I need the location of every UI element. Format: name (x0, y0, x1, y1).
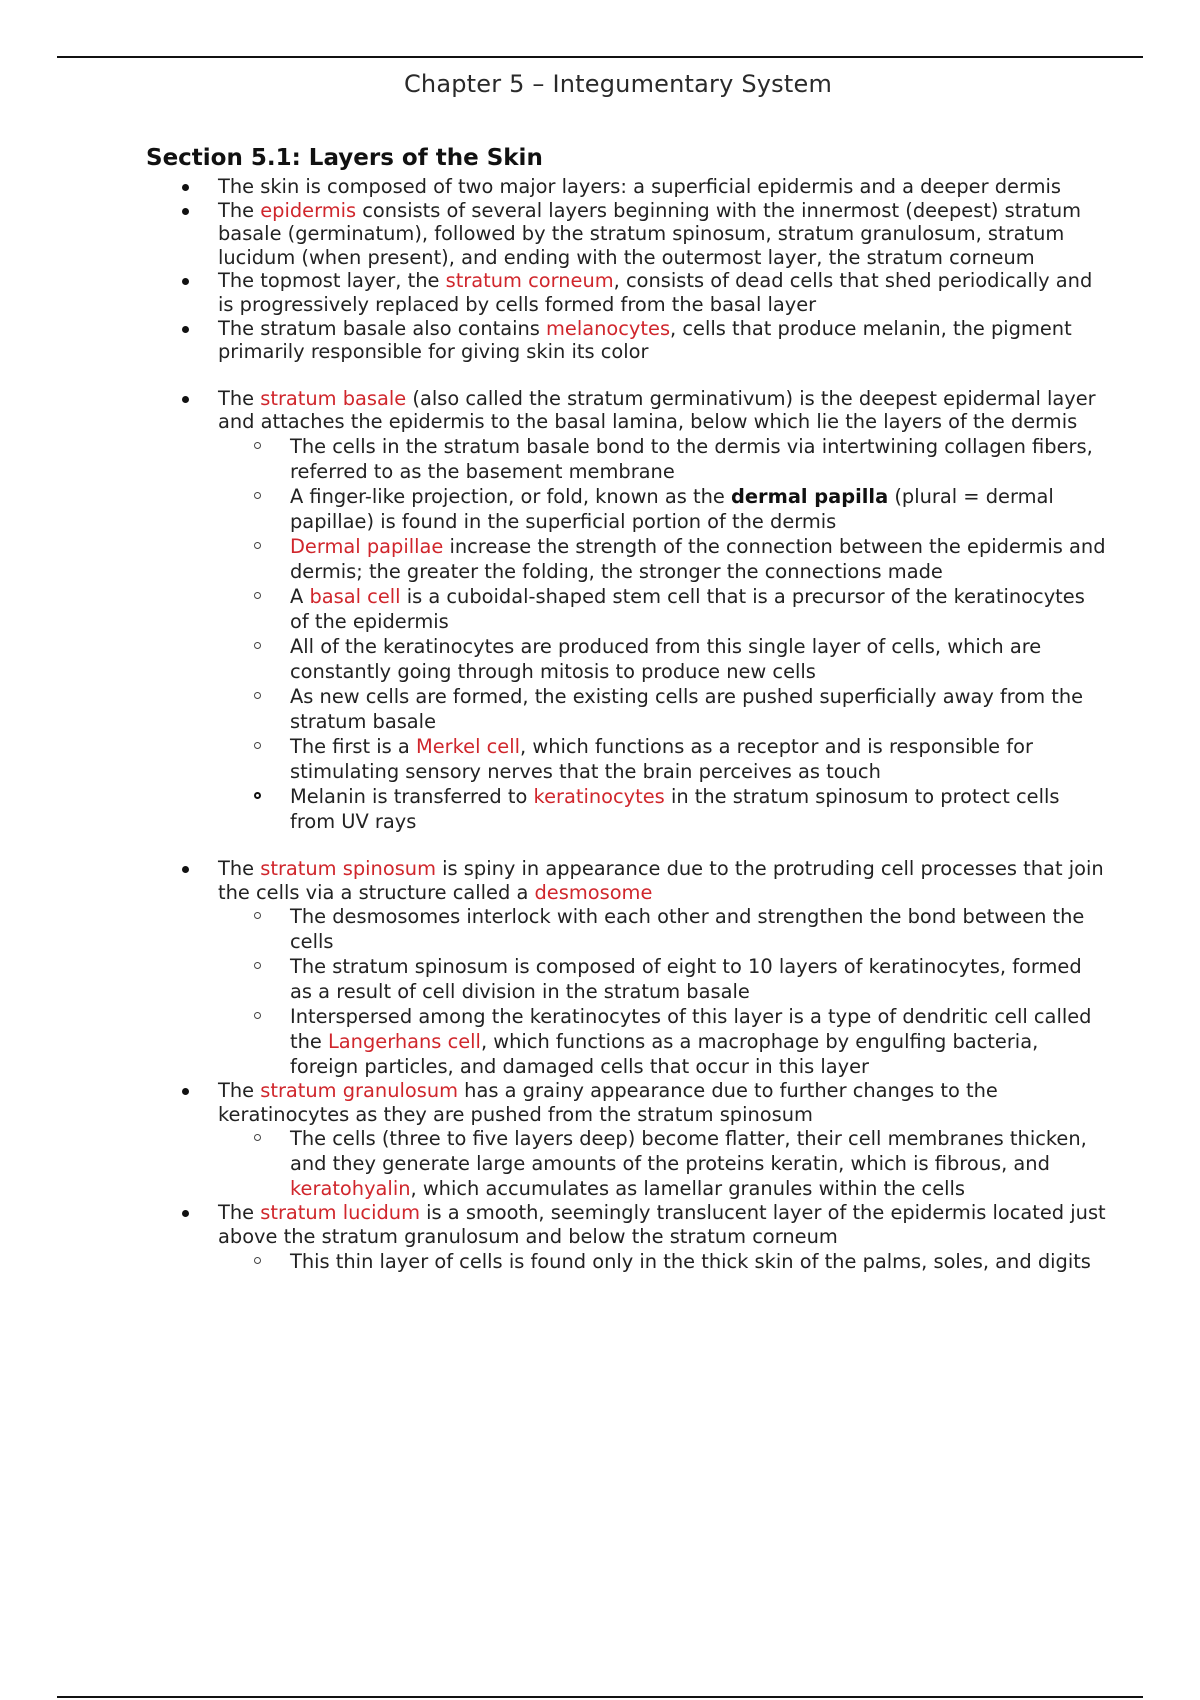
sub-list-container (146, 904, 1106, 1079)
document-body (146, 143, 1106, 1274)
highlighted-term: Merkel cell (415, 734, 521, 758)
sub-bullet-text (290, 1005, 1091, 1078)
text-run: is a smooth, seemingly translucent layer of the epidermis located just above the stratum granulosum and below the stratum corneum (218, 1201, 1106, 1248)
bullet-dot-icon (182, 326, 189, 333)
sub-bullet-text (290, 905, 1084, 953)
bullet-item (146, 199, 1106, 270)
sub-bullet-list (146, 434, 1106, 834)
text-run: , cells that produce melanin, the pigment primarily responsible for giving skin its color (218, 316, 1072, 364)
text-run: increase the strength of the connection between the epidermis and dermis; the greater the folding, the stronger the connections made (290, 534, 1106, 583)
sub-bullet-text (290, 485, 1054, 533)
list-spacer (146, 834, 1106, 857)
bullet-text (218, 317, 1072, 364)
sub-bullet-list (146, 1249, 1106, 1274)
bullet-item (146, 175, 1106, 199)
text-run: in the stratum spinosum to protect cells from UV rays (290, 784, 1060, 833)
bullet-text (218, 269, 1092, 316)
sub-bullet-item (146, 784, 1106, 834)
section-heading: Section 5.1: Layers of the Skin (146, 145, 543, 171)
sub-bullet-item (146, 484, 1106, 534)
sub-bullet-text (290, 585, 1085, 633)
text-run: This thin layer of cells is found only in the thick skin of the palms, soles, and digits (290, 1249, 1091, 1273)
text-run: Melanin is transferred to (290, 784, 534, 808)
bullet-item (146, 387, 1106, 434)
sub-bullet-item (146, 634, 1106, 684)
bullet-item (146, 317, 1106, 364)
text-run: The desmosomes interlock with each other and strengthen the bond between the cells (290, 905, 1085, 954)
highlighted-term: stratum granulosum (260, 1079, 459, 1103)
hollow-circle-bullet-icon (254, 1257, 261, 1264)
text-run: , which accumulates as lamellar granules within the cells (410, 1177, 966, 1201)
bold-term: dermal papilla (731, 484, 889, 508)
bullet-dot-icon (182, 208, 189, 215)
highlighted-term: stratum corneum (445, 269, 614, 293)
highlighted-term: keratinocytes (533, 784, 665, 808)
sub-bullet-item (146, 1126, 1106, 1201)
bullet-dot-icon (182, 184, 189, 191)
sub-bullet-list (146, 1126, 1106, 1201)
bullet-dot-icon (182, 866, 189, 873)
hollow-circle-bullet-icon (254, 1012, 261, 1019)
highlighted-term: stratum spinosum (260, 856, 436, 880)
hollow-circle-bullet-icon (254, 792, 261, 799)
sub-bullet-text (290, 685, 1083, 733)
bottom-rule (57, 1696, 1143, 1698)
bullet-item (146, 269, 1106, 316)
bullet-dot-icon (182, 1210, 189, 1217)
text-run: The first is a (290, 734, 416, 758)
hollow-circle-bullet-icon (254, 692, 261, 699)
hollow-circle-bullet-icon (254, 492, 261, 499)
hollow-circle-bullet-icon (254, 642, 261, 649)
highlighted-term: Dermal papillae (290, 534, 444, 558)
text-run: , which functions as a macrophage by engulfing bacteria, foreign particles, and damaged cells that occur in this layer (290, 1030, 1039, 1079)
hollow-circle-bullet-icon (254, 1134, 261, 1141)
bullet-item (146, 857, 1106, 904)
highlighted-term: melanocytes (546, 316, 671, 340)
highlighted-term: stratum lucidum (260, 1201, 420, 1225)
bullet-text (218, 857, 1104, 904)
hollow-circle-bullet-icon (254, 542, 261, 549)
sub-bullet-text (290, 785, 1059, 833)
sub-bullet-item (146, 954, 1106, 1004)
sub-list-container (146, 434, 1106, 834)
text-run: (also called the stratum germinativum) is the deepest epidermal layer and attaches the epidermis to the basal lamina, below which lie the layers of the dermis (218, 386, 1096, 434)
top-rule (57, 56, 1143, 58)
text-run: A finger-like projection, or fold, known as the (290, 484, 732, 508)
hollow-circle-bullet-icon (254, 962, 261, 969)
text-run: consists of several layers beginning with the innermost (deepest) stratum basale (germinatum), followed by the stratum spinosum, stratum granulosum, stratum lucidum (when present), and ending with the outermost layer, the stratum corneum (218, 198, 1082, 269)
text-run: The (218, 856, 261, 880)
text-run: The (218, 198, 261, 222)
sub-bullet-text (290, 735, 1033, 783)
text-run: Interspersed among the keratinocytes of this layer is a type of dendritic cell called the (290, 1005, 1092, 1054)
highlighted-term: Langerhans cell (328, 1030, 481, 1054)
hollow-circle-bullet-icon (254, 442, 261, 449)
sub-bullet-item (146, 1004, 1106, 1079)
highlighted-term: basal cell (309, 584, 401, 608)
bullet-text (218, 1201, 1106, 1248)
sub-bullet-text (290, 435, 1093, 483)
sub-bullet-item (146, 904, 1106, 954)
text-run: The skin is composed of two major layers: a superficial epidermis and a deeper dermis (218, 175, 1061, 198)
bullet-text (218, 387, 1096, 434)
sub-list-container (146, 1126, 1106, 1201)
text-run: The cells (three to five layers deep) become flatter, their cell membranes thicken, and they generate large amounts of the proteins keratin, which is fibrous, and (290, 1127, 1087, 1176)
bullet-text (218, 175, 1061, 198)
bullet-dot-icon (182, 396, 189, 403)
sub-list-container (146, 1249, 1106, 1274)
bullet-text (218, 1079, 998, 1126)
sub-bullet-item (146, 584, 1106, 634)
highlighted-term: stratum basale (260, 386, 407, 410)
highlighted-term: epidermis (260, 198, 357, 222)
hollow-circle-bullet-icon (254, 912, 261, 919)
text-run: The stratum spinosum is composed of eight to 10 layers of keratinocytes, formed as a result of cell division in the stratum basale (290, 955, 1082, 1004)
bullet-dot-icon (182, 1088, 189, 1095)
sub-bullet-text (290, 635, 1041, 683)
text-run: The (218, 1079, 261, 1103)
bullet-item (146, 1079, 1106, 1126)
text-run: The cells in the stratum basale bond to the dermis via intertwining collagen fibers, referred to as the basement membrane (290, 434, 1093, 483)
text-run: is spiny in appearance due to the protruding cell processes that join the cells via a structure called a (218, 856, 1104, 904)
text-run: The (218, 386, 261, 410)
text-run: has a grainy appearance due to further changes to the keratinocytes as they are pushed from the stratum spinosum (218, 1079, 998, 1126)
text-run: As new cells are formed, the existing cells are pushed superficially away from the stratum basale (290, 684, 1084, 733)
sub-bullet-item (146, 734, 1106, 784)
sub-bullet-list (146, 904, 1106, 1079)
sub-bullet-item (146, 1249, 1106, 1274)
bullet-dot-icon (182, 278, 189, 285)
hollow-circle-bullet-icon (254, 742, 261, 749)
list-spacer (146, 364, 1106, 387)
sub-bullet-text (290, 955, 1082, 1003)
text-run: , which functions as a receptor and is responsible for stimulating sensory nerves that the brain perceives as touch (290, 734, 1033, 783)
page-title: Chapter 5 – Integumentary System (403, 70, 833, 98)
text-run: (plural = dermal papillae) is found in the superficial portion of the dermis (290, 484, 1054, 533)
sub-bullet-text (290, 1250, 1091, 1273)
text-run: A (290, 584, 310, 608)
bullet-text (218, 199, 1081, 269)
text-run: All of the keratinocytes are produced from this single layer of cells, which are constantly going through mitosis to produce new cells (290, 634, 1042, 683)
sub-bullet-item (146, 534, 1106, 584)
highlighted-term: desmosome (534, 880, 653, 904)
sub-bullet-text (290, 1127, 1087, 1200)
sub-bullet-item (146, 434, 1106, 484)
sub-bullet-item (146, 684, 1106, 734)
text-run: The (218, 1201, 261, 1225)
text-run: , consists of dead cells that shed periodically and is progressively replaced by cells formed from the basal layer (218, 269, 1093, 316)
highlighted-term: keratohyalin (290, 1177, 411, 1201)
bullet-item (146, 1201, 1106, 1248)
text-run: is a cuboidal-shaped stem cell that is a precursor of the keratinocytes of the epidermis (290, 584, 1085, 633)
text-run: The topmost layer, the (218, 269, 446, 293)
text-run: The stratum basale also contains (218, 316, 547, 340)
sub-bullet-text (290, 535, 1106, 583)
hollow-circle-bullet-icon (254, 592, 261, 599)
bullet-list (146, 175, 1106, 1274)
